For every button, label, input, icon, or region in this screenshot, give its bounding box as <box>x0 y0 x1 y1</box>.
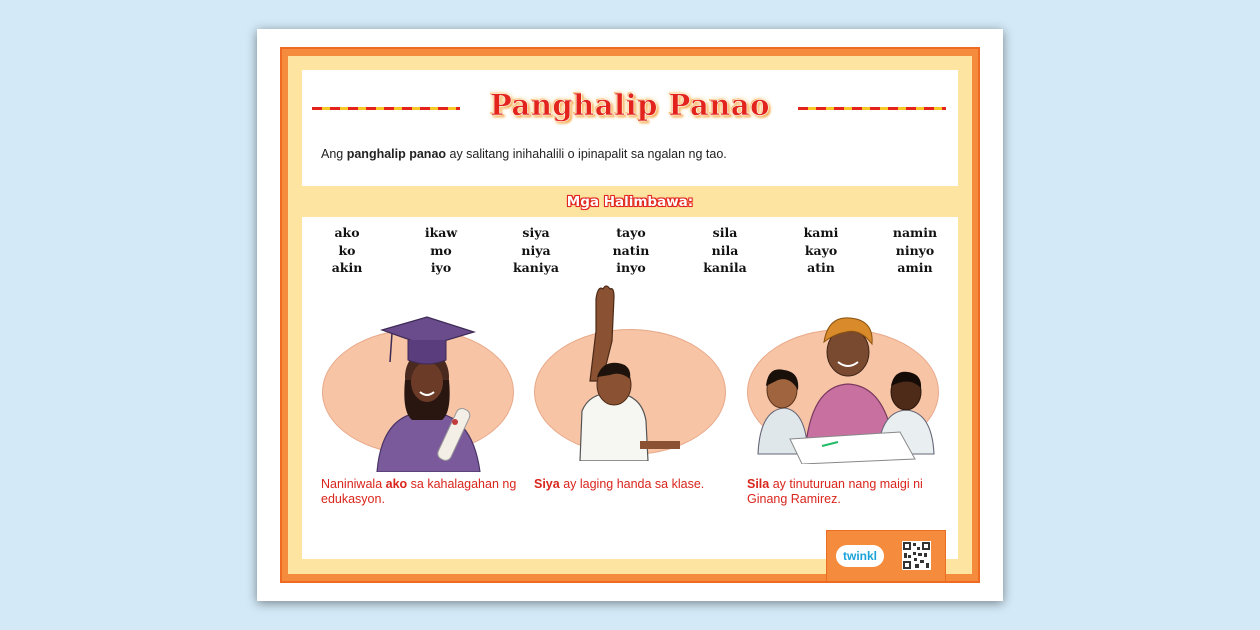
qr-code-icon <box>902 541 931 570</box>
pronoun-word: namin <box>892 225 938 240</box>
intro-bold: panghalip panao <box>346 147 447 161</box>
pronoun-word: kaniya <box>513 260 559 275</box>
caption-3 <box>747 477 942 506</box>
teacher-with-children-illustration <box>750 314 940 464</box>
pronoun-word: mo <box>430 242 452 258</box>
intro-text <box>321 147 727 161</box>
caption-bold: Sila <box>747 477 770 491</box>
pronoun-column <box>302 224 392 277</box>
pronoun-word: ako <box>334 225 360 240</box>
examples-heading: Mga Halimbawa: <box>566 194 694 210</box>
caption-after: ay laging handa sa klase. <box>559 477 705 491</box>
pronoun-word: sila <box>712 225 738 240</box>
caption-after: sa kahalagahan ng edukasyon. <box>321 477 517 506</box>
title-panel <box>302 70 958 186</box>
caption-bold: Siya <box>534 477 560 491</box>
pronoun-word: kami <box>803 225 839 240</box>
pronoun-word: inyo <box>616 260 646 275</box>
pronoun-word: ko <box>338 242 356 258</box>
pronoun-word: nila <box>711 242 739 258</box>
twinkl-logo: twinkl <box>836 545 884 567</box>
pronoun-word: atin <box>807 260 835 275</box>
pronoun-word: amin <box>897 260 933 275</box>
pronoun-column <box>491 224 581 277</box>
graduate-illustration <box>352 302 502 472</box>
caption-2 <box>534 477 734 492</box>
pronoun-word: tayo <box>616 225 646 240</box>
caption-after: ay tinuturuan nang maigi ni Ginang Ramirez. <box>747 477 923 506</box>
publisher-logo-box <box>826 530 946 582</box>
intro-after: ay salitang inihahalili o ipinapalit sa ngalan ng tao. <box>446 147 727 161</box>
pronoun-column <box>396 224 486 277</box>
pronoun-word: niya <box>521 242 551 258</box>
examples-panel <box>302 217 958 559</box>
pronoun-word: ninyo <box>895 242 935 258</box>
worksheet-page <box>257 29 1003 601</box>
pronoun-column <box>870 224 960 277</box>
pronoun-word: siya <box>522 225 550 240</box>
pronoun-word: natin <box>612 242 650 258</box>
caption-1 <box>321 477 521 506</box>
pronoun-column <box>680 224 770 277</box>
caption-before: Naniniwala <box>321 477 386 491</box>
pronoun-word: kayo <box>804 242 838 258</box>
page-title: Panghalip Panao <box>490 88 770 122</box>
pronoun-word: iyo <box>430 260 452 275</box>
intro-before: Ang <box>321 147 347 161</box>
pronoun-word: ikaw <box>424 225 458 240</box>
pronoun-column <box>776 224 866 277</box>
pronoun-word: kanila <box>703 260 747 275</box>
child-raising-hand-illustration <box>570 281 680 461</box>
pronoun-word: akin <box>331 260 363 275</box>
pronoun-column <box>586 224 676 277</box>
caption-bold: ako <box>385 477 408 491</box>
